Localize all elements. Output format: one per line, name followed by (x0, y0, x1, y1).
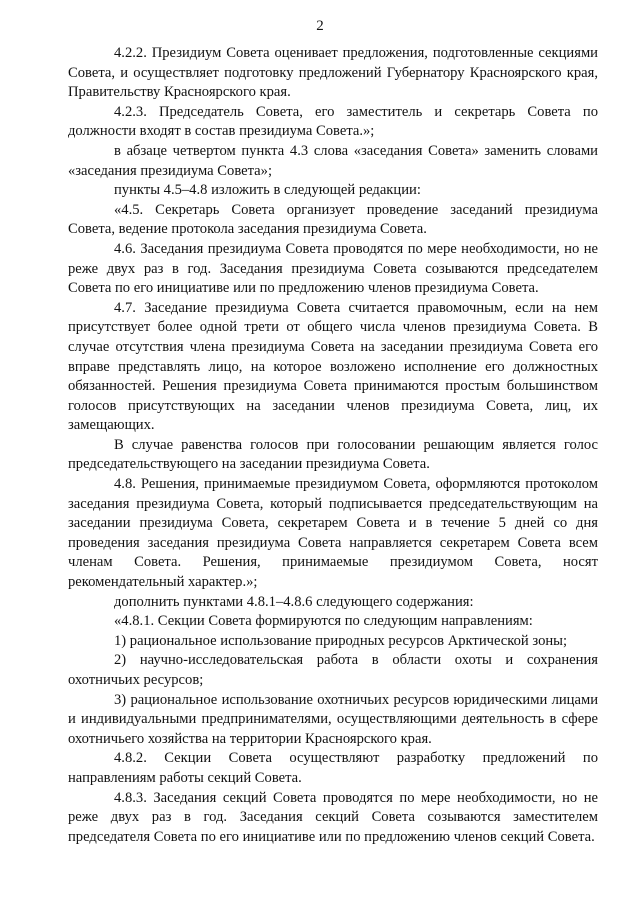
paragraph-4-6: 4.6. Заседания президиума Совета проводятся по мере необходимости, но не реже двух раз в год. Заседания президиума Совета созываются председателем Совета по его инициативе или по предложению членов президиума Совета. (68, 240, 598, 297)
paragraph-4-8: 4.8. Решения, принимаемые президиумом Совета, оформляются протоколом заседания президиума Совета, который подписывается председательствующим на заседании президиума Совета, секретарем Совета и в течение 5 дней со дня проведения заседания президиума Совета направляется секретарем Совета всем членам Совета. Решения, принимаемые президиумом Совета, носят рекомендательный характер.»; (68, 476, 598, 591)
paragraph-4-5: «4.5. Секретарь Совета организует проведение заседаний президиума Совета, ведение протокола заседания президиума Совета. (68, 201, 598, 238)
page-number: 2 (316, 18, 324, 34)
paragraph-4-7-tie-vote: В случае равенства голосов при голосовании решающим является голос председательствующего на заседании президиума Совета. (68, 436, 598, 473)
list-item-3: 3) рациональное использование охотничьих ресурсов юридическими лицами и индивидуальными предпринимателями, осуществляющими деятельность в сфере охотничьего хозяйства на территории Красноярского края. (68, 691, 598, 747)
paragraph-4-7: 4.7. Заседание президиума Совета считается правомочным, если на нем присутствует более одной трети от общего числа членов президиума Совета. В случае отсутствия члена президиума Совета на заседании президиума Совета его вправе представлять лицо, на которое возложено исполнение его должностных обязанностей. Решения президиума Совета принимаются простым большинством голосов присутствующих на заседании членов президиума Совета, лиц, их замещающих. (68, 299, 598, 434)
list-item-1: 1) рациональное использование природных ресурсов Арктической зоны; (114, 632, 568, 649)
paragraph-supplement-intro: дополнить пунктами 4.8.1–4.8.6 следующего содержания: (114, 593, 474, 610)
document-body (68, 44, 598, 847)
paragraph-4-2-2: 4.2.2. Президиум Совета оценивает предложения, подготовленные секциями Совета, и осуществляет подготовку предложений Губернатору Красноярского края, Правительству Красноярского края. (68, 45, 598, 101)
paragraph-restate-intro: пункты 4.5–4.8 изложить в следующей редакции: (114, 182, 421, 199)
paragraph-amend-4-3: в абзаце четвертом пункта 4.3 слова «заседания Совета» заменить словами «заседания президиума Совета»; (68, 142, 598, 179)
paragraph-4-8-1: «4.8.1. Секции Совета формируются по следующим направлениям: (114, 613, 533, 630)
list-item-2: 2) научно-исследовательская работа в области охоты и сохранения охотничьих ресурсов; (68, 652, 598, 688)
paragraph-4-2-3: 4.2.3. Председатель Совета, его заместитель и секретарь Совета по должности входят в состав президиума Совета.»; (68, 103, 598, 140)
paragraph-4-8-3: 4.8.3. Заседания секций Совета проводятся по мере необходимости, но не реже двух раз в год. Заседания секций Совета созываются заместителем председателя Совета по его инициативе или по предложению членов секций Совета. (68, 789, 598, 845)
paragraph-4-8-2: 4.8.2. Секции Совета осуществляют разработку предложений по направлениям работы секций Совета. (68, 750, 598, 786)
